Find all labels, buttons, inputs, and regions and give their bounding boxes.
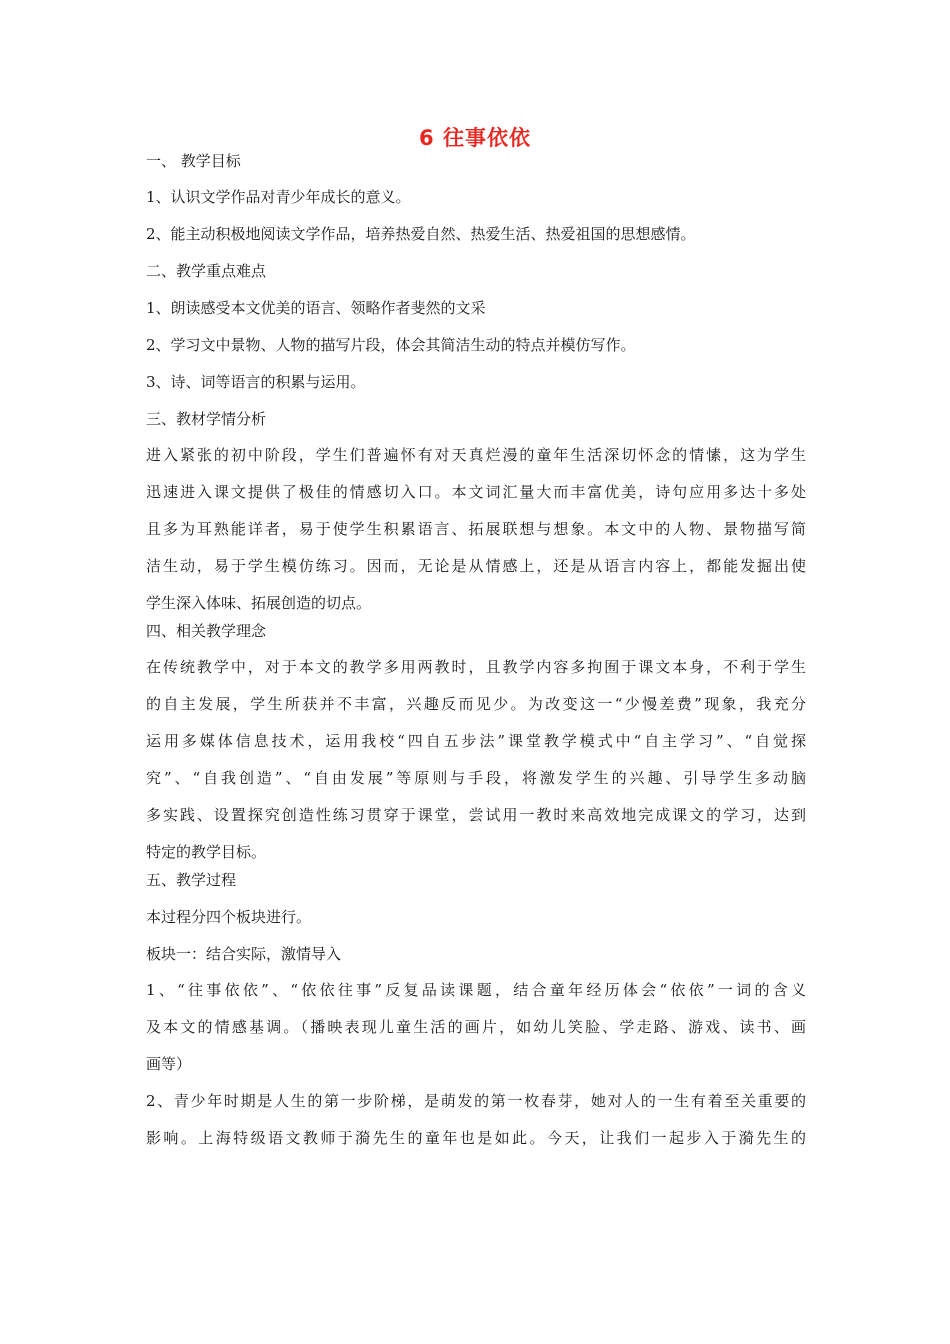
paragraph-line: 2、青少年时期是人生的第一步阶梯，是萌发的第一枚春芽，她对人的一生有着至关重要的 bbox=[146, 1092, 806, 1110]
paragraph-line: 迅速进入课文提供了极佳的情感切入口。本文词汇量大而丰富优美，诗句应用多达十多处 bbox=[146, 483, 806, 501]
heading-teaching-goals: 一、 教学目标 bbox=[146, 152, 241, 170]
paragraph-line: 的自主发展，学生所获并不丰富，兴趣反而见少。为改变这一“少慢差费”现象，我充分 bbox=[146, 695, 806, 713]
paragraph-line: 进入紧张的初中阶段，学生们普遍怀有对天真烂漫的童年生活深切怀念的情愫，这为学生 bbox=[146, 446, 806, 464]
goal-item-1: 1、认识文学作品对青少年成长的意义。 bbox=[146, 188, 411, 206]
block-one-item-2 bbox=[146, 1083, 806, 1157]
paragraph-line: 且多为耳熟能详者，易于使学生积累语言、拓展联想与想象。本文中的人物、景物描写简 bbox=[146, 520, 806, 538]
block-one-heading: 板块一：结合实际，激情导入 bbox=[146, 945, 342, 963]
key-point-3: 3、诗、词等语言的积累与运用。 bbox=[146, 373, 366, 391]
paragraph-line: 影响。上海特级语文教师于漪先生的童年也是如此。今天，让我们一起步入于漪先生的 bbox=[146, 1129, 806, 1147]
block-one-item-1 bbox=[146, 972, 806, 1083]
paragraph-line: 特定的教学目标。 bbox=[146, 843, 267, 861]
key-point-1: 1、朗读感受本文优美的语言、领略作者斐然的文采 bbox=[146, 299, 486, 317]
heading-analysis: 三、教材学情分析 bbox=[146, 410, 267, 428]
document-body bbox=[146, 148, 806, 1157]
paragraph-line: 在传统教学中，对于本文的教学多用两教时，且教学内容多拘囿于课文本身，不利于学生 bbox=[146, 658, 806, 676]
paragraph-line: 画等） bbox=[146, 1055, 192, 1073]
document-title: 6 往事依依 bbox=[419, 126, 531, 150]
heading-key-points: 二、教学重点难点 bbox=[146, 262, 267, 280]
paragraph-line: 运用多媒体信息技术，运用我校“四自五步法”课堂教学模式中“自主学习”、“自觉探 bbox=[146, 732, 806, 750]
paragraph-line: 究”、“自我创造”、“自由发展”等原则与手段，将激发学生的兴趣、引导学生多动脑 bbox=[146, 769, 806, 787]
paragraph-line: 洁生动，易于学生模仿练习。因而，无论是从情感上，还是从语言内容上，都能发掘出使 bbox=[146, 557, 806, 575]
process-intro: 本过程分四个板块进行。 bbox=[146, 908, 312, 926]
heading-teaching-process: 五、教学过程 bbox=[146, 871, 237, 889]
goal-item-2: 2、能主动积极地阅读文学作品，培养热爱自然、热爱生活、热爱祖国的思想感情。 bbox=[146, 225, 696, 243]
analysis-paragraph bbox=[146, 437, 806, 622]
paragraph-line: 及本文的情感基调。（播映表现儿童生活的画片，如幼儿笑脸、学走路、游戏、读书、画 bbox=[146, 1018, 806, 1036]
heading-teaching-concept: 四、相关教学理念 bbox=[146, 622, 267, 640]
key-point-2: 2、学习文中景物、人物的描写片段，体会其简洁生动的特点并模仿写作。 bbox=[146, 336, 636, 354]
paragraph-line: 学生深入体味、拓展创造的切点。 bbox=[146, 594, 372, 612]
paragraph-line: 1、“往事依依”、“依依往事”反复品读课题，结合童年经历体会“依依”一词的含义 bbox=[146, 981, 806, 999]
paragraph-line: 多实践、设置探究创造性练习贯穿于课堂，尝试用一教时来高效地完成课文的学习，达到 bbox=[146, 806, 806, 824]
concept-paragraph bbox=[146, 649, 806, 871]
